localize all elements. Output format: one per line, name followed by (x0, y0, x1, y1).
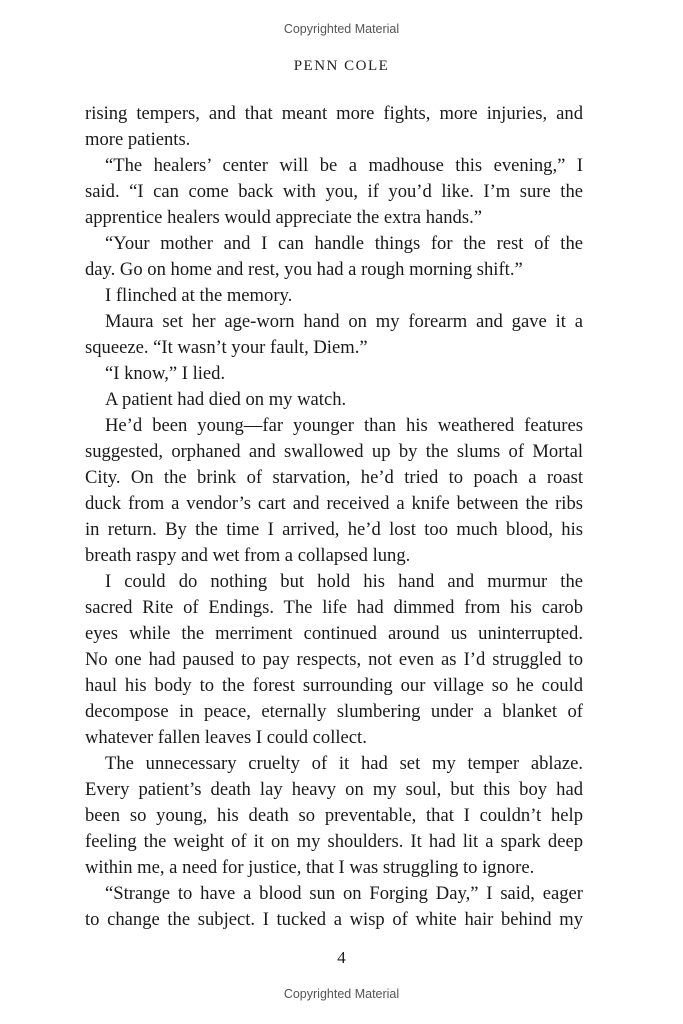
text-line: squeeze. “It wasn’t your fault, Diem.” (85, 337, 368, 358)
body-text (85, 101, 583, 933)
copyright-watermark-top: Copyrighted Material (283, 22, 400, 36)
text-line: “Strange to have a blood sun on Forging Day,” I said, eager (105, 883, 583, 904)
text-line: suggested, orphaned and swallowed up by the slums of Mortal (85, 441, 583, 462)
text-line: been so young, his death so preventable, that I couldn’t help (85, 805, 583, 826)
text-line: A patient had died on my watch. (105, 389, 347, 410)
text-line: decompose in peace, eternally slumbering under a blanket of (85, 701, 583, 722)
text-line: The unnecessary cruelty of it had set my temper ablaze. (105, 753, 583, 774)
text-line: in return. By the time I arrived, he’d lost too much blood, his (85, 519, 583, 540)
page-number: 4 (337, 948, 346, 967)
text-line: whatever fallen leaves I could collect. (85, 727, 367, 748)
text-line: “The healers’ center will be a madhouse this evening,” I (105, 155, 583, 176)
text-line: duck from a vendor’s cart and received a knife between the ribs (85, 493, 583, 514)
text-line: rising tempers, and that meant more fights, more injuries, and (85, 103, 583, 124)
text-line: apprentice healers would appreciate the extra hands.” (85, 207, 482, 228)
text-line: feeling the weight of it on my shoulders. It had lit a spark deep (85, 831, 583, 852)
copyright-watermark-bottom: Copyrighted Material (283, 987, 400, 1001)
running-head-author: PENN COLE (293, 58, 390, 74)
text-line: day. Go on home and rest, you had a rough morning shift.” (85, 259, 523, 280)
text-line: I flinched at the memory. (105, 285, 293, 306)
text-line: He’d been young—far younger than his weathered features (105, 415, 583, 436)
text-line: No one had paused to pay respects, not even as I’d struggled to (85, 649, 583, 670)
text-line: breath raspy and wet from a collapsed lung. (85, 545, 411, 566)
text-line: said. “I can come back with you, if you’d like. I’m sure the (85, 181, 583, 202)
text-line: sacred Rite of Endings. The life had dimmed from his carob (85, 597, 583, 618)
text-line: I could do nothing but hold his hand and murmur the (105, 571, 583, 592)
text-line: within me, a need for justice, that I was struggling to ignore. (85, 857, 535, 878)
text-line: haul his body to the forest surrounding our village so he could (85, 675, 583, 696)
text-line: more patients. (85, 129, 191, 150)
text-line: “I know,” I lied. (105, 363, 226, 384)
text-line: “Your mother and I can handle things for the rest of the (105, 233, 583, 254)
text-line: City. On the brink of starvation, he’d tried to poach a roast (85, 467, 583, 488)
text-line: Every patient’s death lay heavy on my soul, but this boy had (85, 779, 583, 800)
text-line: to change the subject. I tucked a wisp of white hair behind my (85, 909, 583, 930)
text-line: Maura set her age-worn hand on my forearm and gave it a (105, 311, 583, 332)
text-line: eyes while the merriment continued around us uninterrupted. (85, 623, 583, 644)
